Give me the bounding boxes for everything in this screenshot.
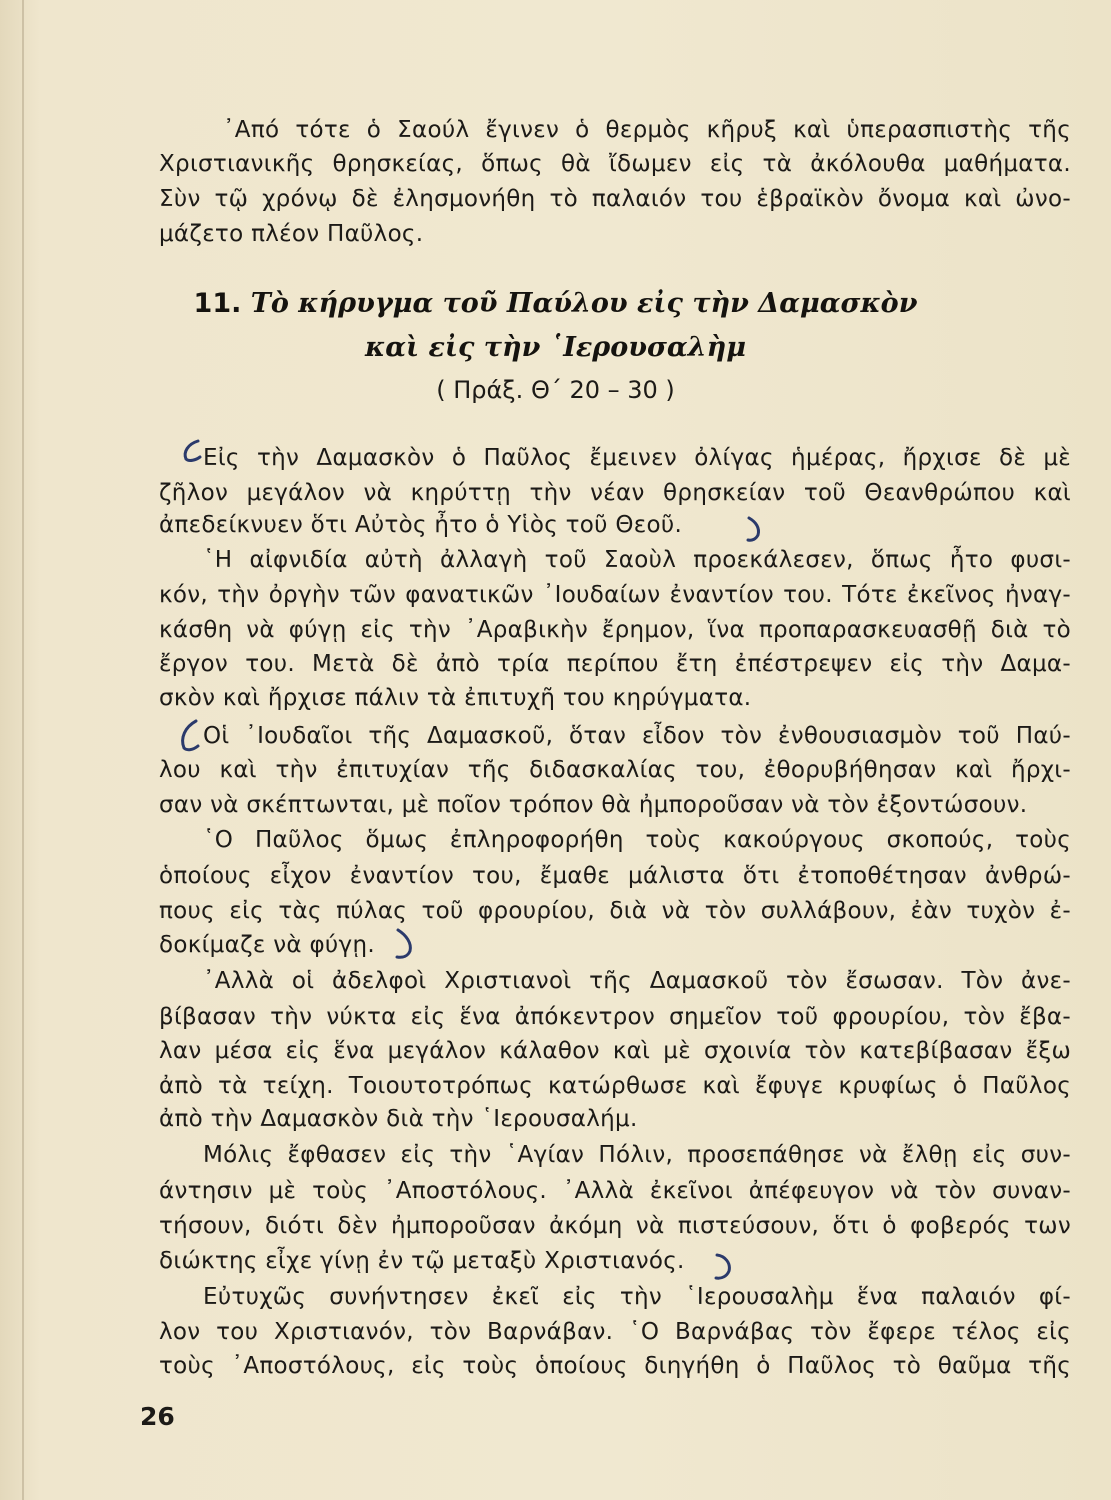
text-line: άντησιν μὲ τοὺς ᾿Αποστόλους. ᾿Αλλὰ ἐκεῖνοι ἀπέφευγον νὰ τὸν συναν- xyxy=(159,1178,1071,1204)
section-number: 11. xyxy=(193,288,242,319)
text-line: ἀπεδείκνυεν ὅτι Αὐτὸς ἦτο ὁ Υἱὸς τοῦ Θεοῦ. xyxy=(159,512,683,538)
text-line: μάζετο πλέον Παῦλος. xyxy=(159,221,424,247)
text-line: ᾿Από τότε ὁ Σαούλ ἔγινεν ὁ θερμὸς κῆρυξ καὶ ὑπερασπιστὴς τῆς xyxy=(223,117,1071,143)
text-line: Χριστιανικῆς θρησκείας, ὅπως θὰ ἴδωμεν εἰς τὰ ἀκόλουθα μαθήματα. xyxy=(159,151,1071,177)
text-line: Εἰς τὴν Δαμασκὸν ὁ Παῦλος ἔμεινεν ὀλίγας ἡμέρας, ἤρχισε δὲ μὲ xyxy=(203,445,1071,471)
text-line: Εὐτυχῶς συνήντησεν ἐκεῖ εἰς τὴν ῾Ιερουσαλὴμ ἕνα παλαιόν φί- xyxy=(203,1284,1071,1310)
section-heading-line-2 xyxy=(0,328,1111,368)
text-line: ζῆλον μεγάλον νὰ κηρύττῃ τὴν νέαν θρησκείαν τοῦ Θεανθρώπου καὶ xyxy=(159,480,1071,506)
text-line: ἔργον του. Μετὰ δὲ ἀπὸ τρία περίπου ἔτη ἐπέστρεψεν εἰς τὴν Δαμα- xyxy=(159,651,1071,677)
page-number: 26 xyxy=(140,1402,175,1431)
binding-edge xyxy=(22,0,24,1500)
text-line: τήσουν, διότι δὲν ἠμποροῦσαν ἀκόμη νὰ πιστεύσουν, ὅτι ὁ φοβερός των xyxy=(159,1213,1071,1239)
pen-close-bracket-mark xyxy=(744,514,766,544)
text-line: ῾Ο Παῦλος ὅμως ἐπληροφορήθη τοὺς κακούργους σκοπούς, τοὺς xyxy=(203,827,1071,853)
text-line: ῾Η αἰφνιδία αὐτὴ ἀλλαγὴ τοῦ Σαοὺλ προεκάλεσεν, ὅπως ἦτο φυσι- xyxy=(203,547,1071,573)
text-line: Οἱ ᾿Ιουδαῖοι τῆς Δαμασκοῦ, ὅταν εἶδον τὸν ἐνθουσιασμὸν τοῦ Παύ- xyxy=(203,723,1071,749)
text-line: κόν, τὴν ὀργὴν τῶν φανατικῶν ᾿Ιουδαίων ἐναντίον του. Τότε ἐκεῖνος ἠναγ- xyxy=(159,582,1071,608)
text-line: λαν μέσα εἰς ἕνα μεγάλον κάλαθον καὶ μὲ σχοινία τὸν κατεβίβασαν ἔξω xyxy=(159,1038,1071,1064)
text-line: δοκίμαζε νὰ φύγῃ. xyxy=(159,932,375,958)
text-line: διώκτης εἶχε γίνῃ ἐν τῷ μεταξὺ Χριστιανός. xyxy=(159,1248,685,1274)
pen-open-bracket-mark xyxy=(176,718,204,754)
section-heading-line-1 xyxy=(0,284,1111,324)
text-line: ἀπὸ τὴν Δαμασκὸν διὰ τὴν ῾Ιερουσαλήμ. xyxy=(159,1106,638,1132)
scripture-reference: ( Πράξ. Θ΄ 20 – 30 ) xyxy=(436,376,675,404)
text-line: ὁποίους εἶχον ἐναντίον του, ἔμαθε μάλιστα ὅτι ἐτοποθέτησαν ἀνθρώ- xyxy=(159,863,1071,889)
text-line: ἀπὸ τὰ τείχη. Τοιουτοτρόπως κατώρθωσε καὶ ἔφυγε κρυφίως ὁ Παῦλος xyxy=(159,1073,1071,1099)
section-title-part-2: καὶ εἰς τὴν ῾Ιερουσαλὴμ xyxy=(365,332,746,363)
text-line: σαν νὰ σκέπτωνται, μὲ ποῖον τρόπον θὰ ἠμποροῦσαν νὰ τὸν ἐξοντώσουν. xyxy=(159,792,1028,818)
text-line: σκὸν καὶ ἤρχισε πάλιν τὰ ἐπιτυχῆ του κηρύγματα. xyxy=(159,685,752,711)
pen-close-bracket-mark xyxy=(712,1250,738,1282)
text-line: Μόλις ἔφθασεν εἰς τὴν ῾Αγίαν Πόλιν, προσεπάθησε νὰ ἔλθῃ εἰς συν- xyxy=(203,1142,1071,1168)
text-line: λον του Χριστιανόν, τὸν Βαρνάβαν. ῾Ο Βαρνάβας τὸν ἔφερε τέλος εἰς xyxy=(159,1319,1071,1345)
text-line: λου καὶ τὴν ἐπιτυχίαν τῆς διδασκαλίας του, ἐθορυβήθησαν καὶ ἤρχι- xyxy=(159,757,1071,783)
pen-open-bracket-mark xyxy=(180,438,204,464)
text-line: ᾿Αλλὰ οἱ ἀδελφοὶ Χριστιανοὶ τῆς Δαμασκοῦ τὸν ἔσωσαν. Τὸν ἀνε- xyxy=(203,968,1071,994)
pen-close-bracket-mark xyxy=(392,927,418,961)
text-line: Σὺν τῷ χρόνῳ δὲ ἐλησμονήθη τὸ παλαιόν του ἑβραϊκὸν ὄνομα καὶ ὠνο- xyxy=(159,186,1071,212)
text-line: κάσθη νὰ φύγῃ εἰς τὴν ᾿Αραβικὴν ἔρημον, ἵνα προπαρασκευασθῇ διὰ τὸ xyxy=(159,617,1071,643)
section-title-part-1: Τὸ κήρυγμα τοῦ Παύλου εἰς τὴν Δαμασκὸν xyxy=(250,288,918,319)
text-line: βίβασαν τὴν νύκτα εἰς ἕνα ἀπόκεντρον σημεῖον τοῦ φρουρίου, τὸν ἔβα- xyxy=(159,1004,1071,1030)
text-line: τοὺς ᾿Αποστόλους, εἰς τοὺς ὁποίους διηγήθη ὁ Παῦλος τὸ θαῦμα τῆς xyxy=(159,1353,1071,1379)
text-line: πους εἰς τὰς πύλας τοῦ φρουρίου, διὰ νὰ τὸν συλλάβουν, ἐὰν τυχὸν ἐ- xyxy=(159,898,1071,924)
